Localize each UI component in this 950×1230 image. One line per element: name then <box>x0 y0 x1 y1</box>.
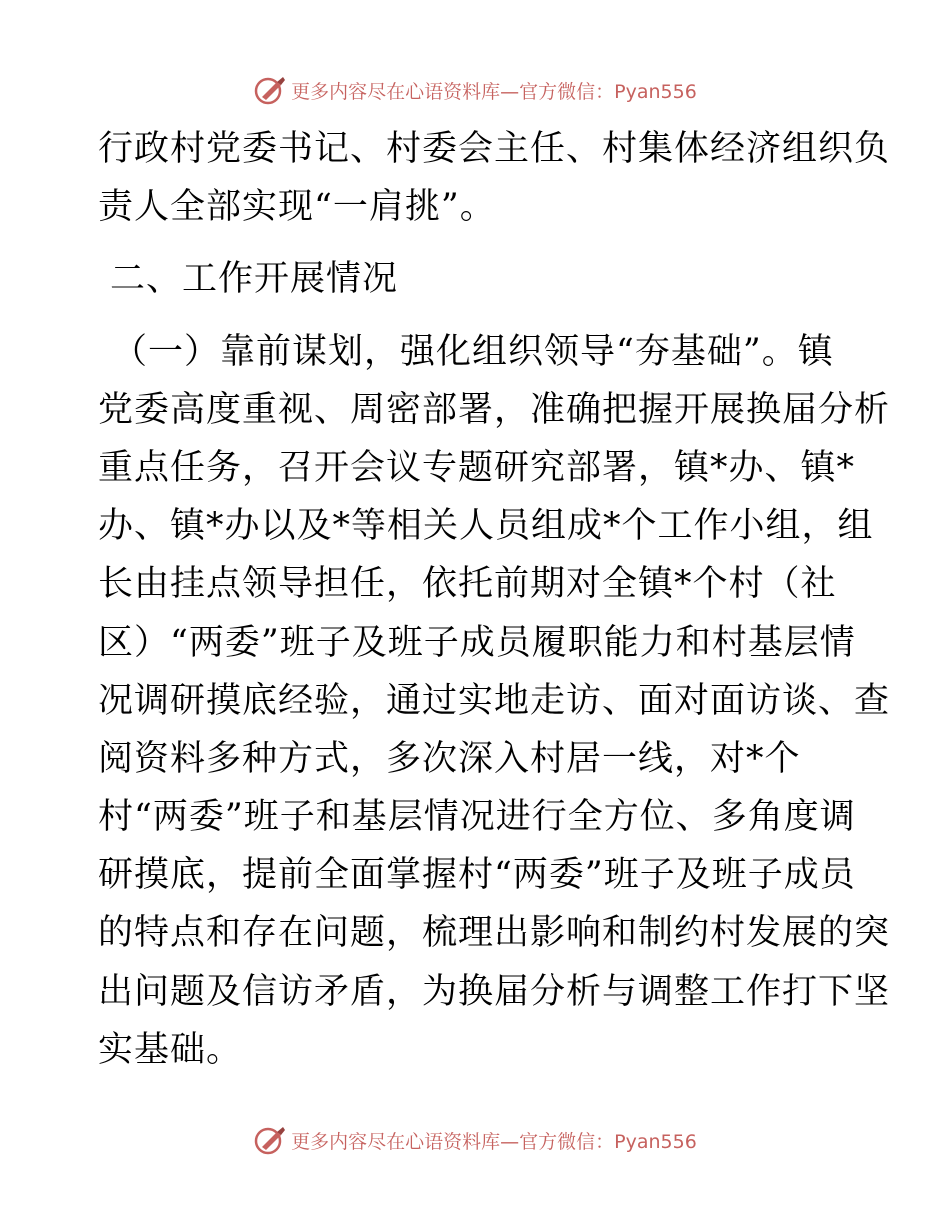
p2-line-8: 阅资料多种方式，多次深入村居一线，对*个 <box>98 738 801 779</box>
p2-line-9: 村“两委”班子和基层情况进行全方位、多角度调 <box>98 797 856 838</box>
p2-line-3: 重点任务，召开会议专题研究部署，镇*办、镇* <box>98 447 856 488</box>
pen-logo-icon <box>253 73 287 107</box>
section-heading: 二、工作开展情况 <box>110 259 399 300</box>
p1-line-2: 责人全部实现“一肩挑”。 <box>98 187 496 228</box>
p2-line-7: 况调研摸底经验，通过实地走访、面对面访谈、查 <box>98 680 891 721</box>
p1-line-1: 行政村党委书记、村委会主任、村集体经济组织负 <box>98 129 891 169</box>
p2-line-12: 出问题及信访矛盾，为换届分析与调整工作打下坚 <box>98 971 891 1012</box>
p2-line-10: 研摸底，提前全面掌握村“两委”班子及班子成员 <box>98 855 856 896</box>
watermark-text: 更多内容尽在心语资料库—官方微信：Pyan556 <box>291 80 697 103</box>
watermark-text: 更多内容尽在心语资料库—官方微信：Pyan556 <box>291 1130 697 1153</box>
p2-line-2: 党委高度重视、周密部署，准确把握开展换届分析 <box>98 389 891 430</box>
p2-line-13: 实基础。 <box>98 1029 243 1070</box>
p2-line-1: （一）靠前谋划，强化组织领导“夯基础”。镇 <box>112 331 834 372</box>
pen-logo-icon <box>253 1123 287 1157</box>
p2-line-5: 长由挂点领导担任，依托前期对全镇*个村（社 <box>98 564 837 605</box>
document-body <box>98 120 891 1079</box>
p2-line-6: 区）“两委”班子及班子成员履职能力和村基层情 <box>98 622 856 663</box>
p2-line-4: 办、镇*办以及*等相关人员组成*个工作小组，组 <box>98 506 874 547</box>
p2-line-11: 的特点和存在问题，梳理出影响和制约村发展的突 <box>98 913 891 954</box>
watermark-footer <box>0 1120 950 1160</box>
watermark-header <box>0 70 950 110</box>
